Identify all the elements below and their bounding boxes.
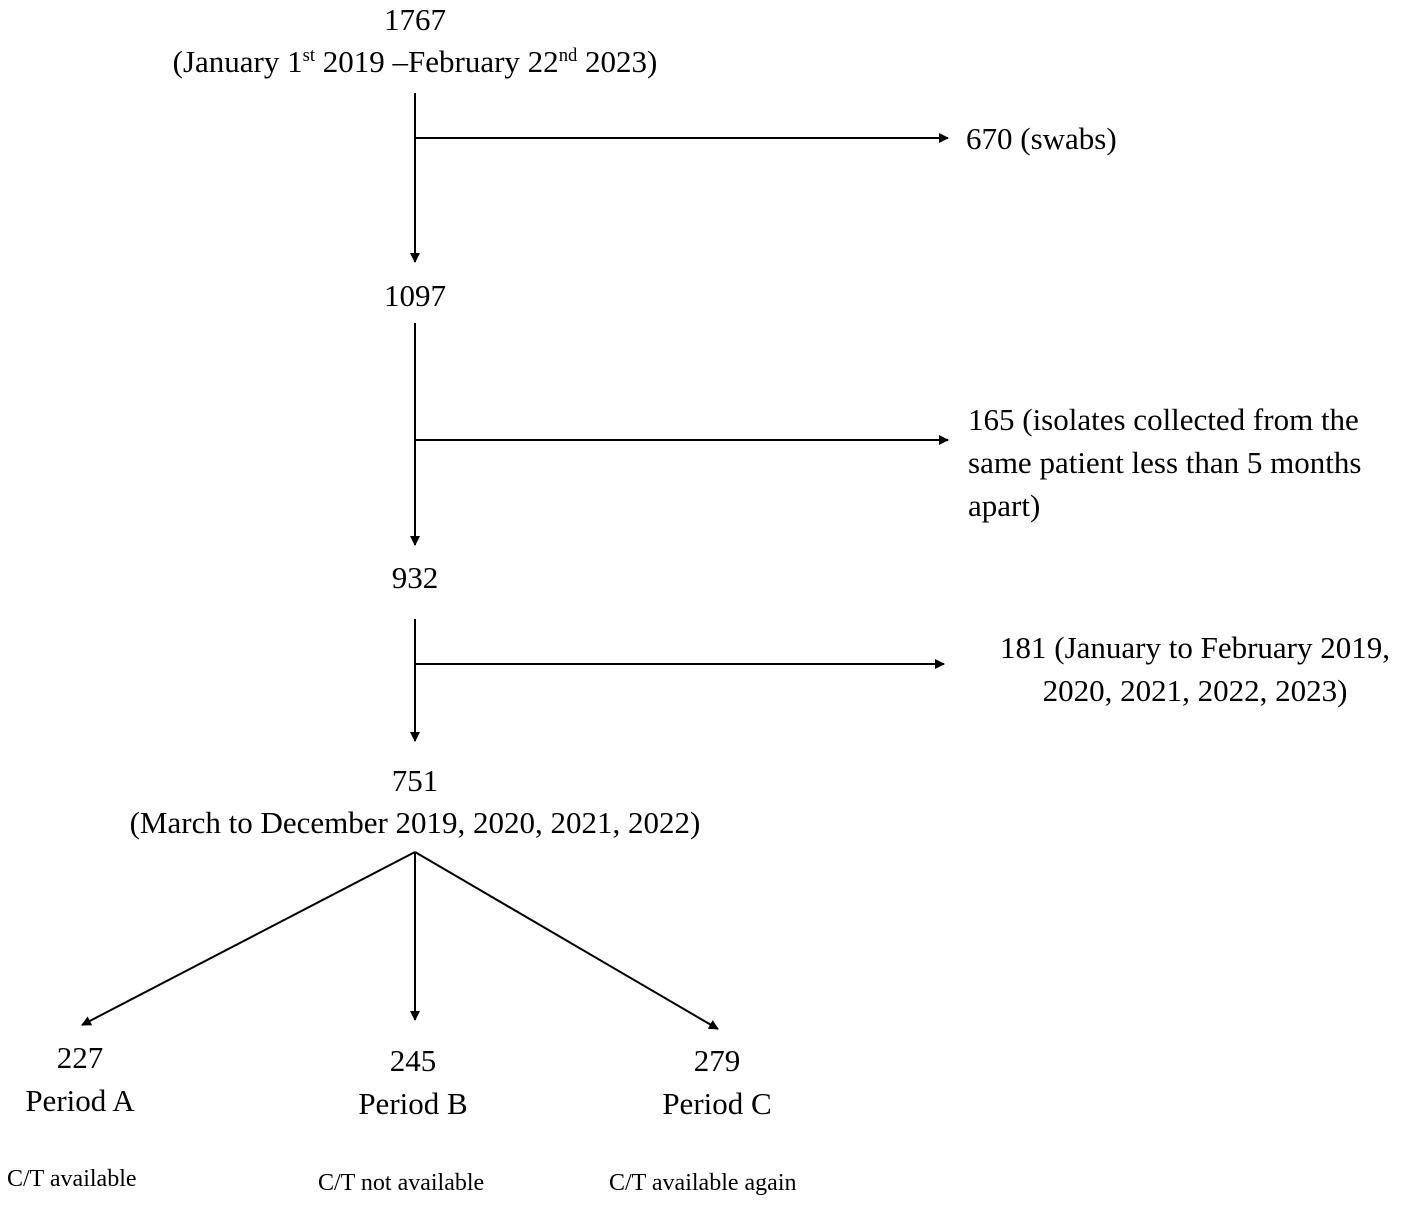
period-b-name: Period B bbox=[358, 1086, 468, 1121]
period-b-note: C/T not available bbox=[318, 1170, 485, 1196]
exclusion-duplicates-line2: same patient less than 5 months bbox=[968, 445, 1362, 480]
final-date-range: (March to December 2019, 2020, 2021, 2022) bbox=[129, 805, 701, 840]
exclusion-months-line1: 181 (January to February 2019, bbox=[1000, 630, 1390, 665]
arrow-to-period-a bbox=[82, 852, 415, 1025]
period-a-name: Period A bbox=[25, 1083, 135, 1118]
period-c-note: C/T available again bbox=[609, 1170, 797, 1196]
period-a-count: 227 bbox=[56, 1040, 104, 1075]
exclusion-duplicates-line3: apart) bbox=[968, 488, 1041, 523]
count-932: 932 bbox=[391, 560, 439, 595]
period-b-count: 245 bbox=[389, 1043, 437, 1078]
exclusion-swabs-label: 670 (swabs) bbox=[966, 121, 1117, 156]
final-count: 751 bbox=[391, 763, 439, 798]
period-c-count: 279 bbox=[693, 1043, 741, 1078]
period-a-note: C/T available bbox=[7, 1166, 137, 1192]
start-date-range: (January 1st 2019 –February 22nd 2023) bbox=[172, 44, 658, 79]
count-1097: 1097 bbox=[384, 278, 446, 313]
period-c-name: Period C bbox=[662, 1086, 772, 1121]
start-count: 1767 bbox=[384, 2, 446, 37]
exclusion-months-line2: 2020, 2021, 2022, 2023) bbox=[1042, 673, 1348, 708]
exclusion-duplicates-line1: 165 (isolates collected from the bbox=[968, 402, 1359, 437]
arrow-to-period-c bbox=[415, 852, 718, 1029]
